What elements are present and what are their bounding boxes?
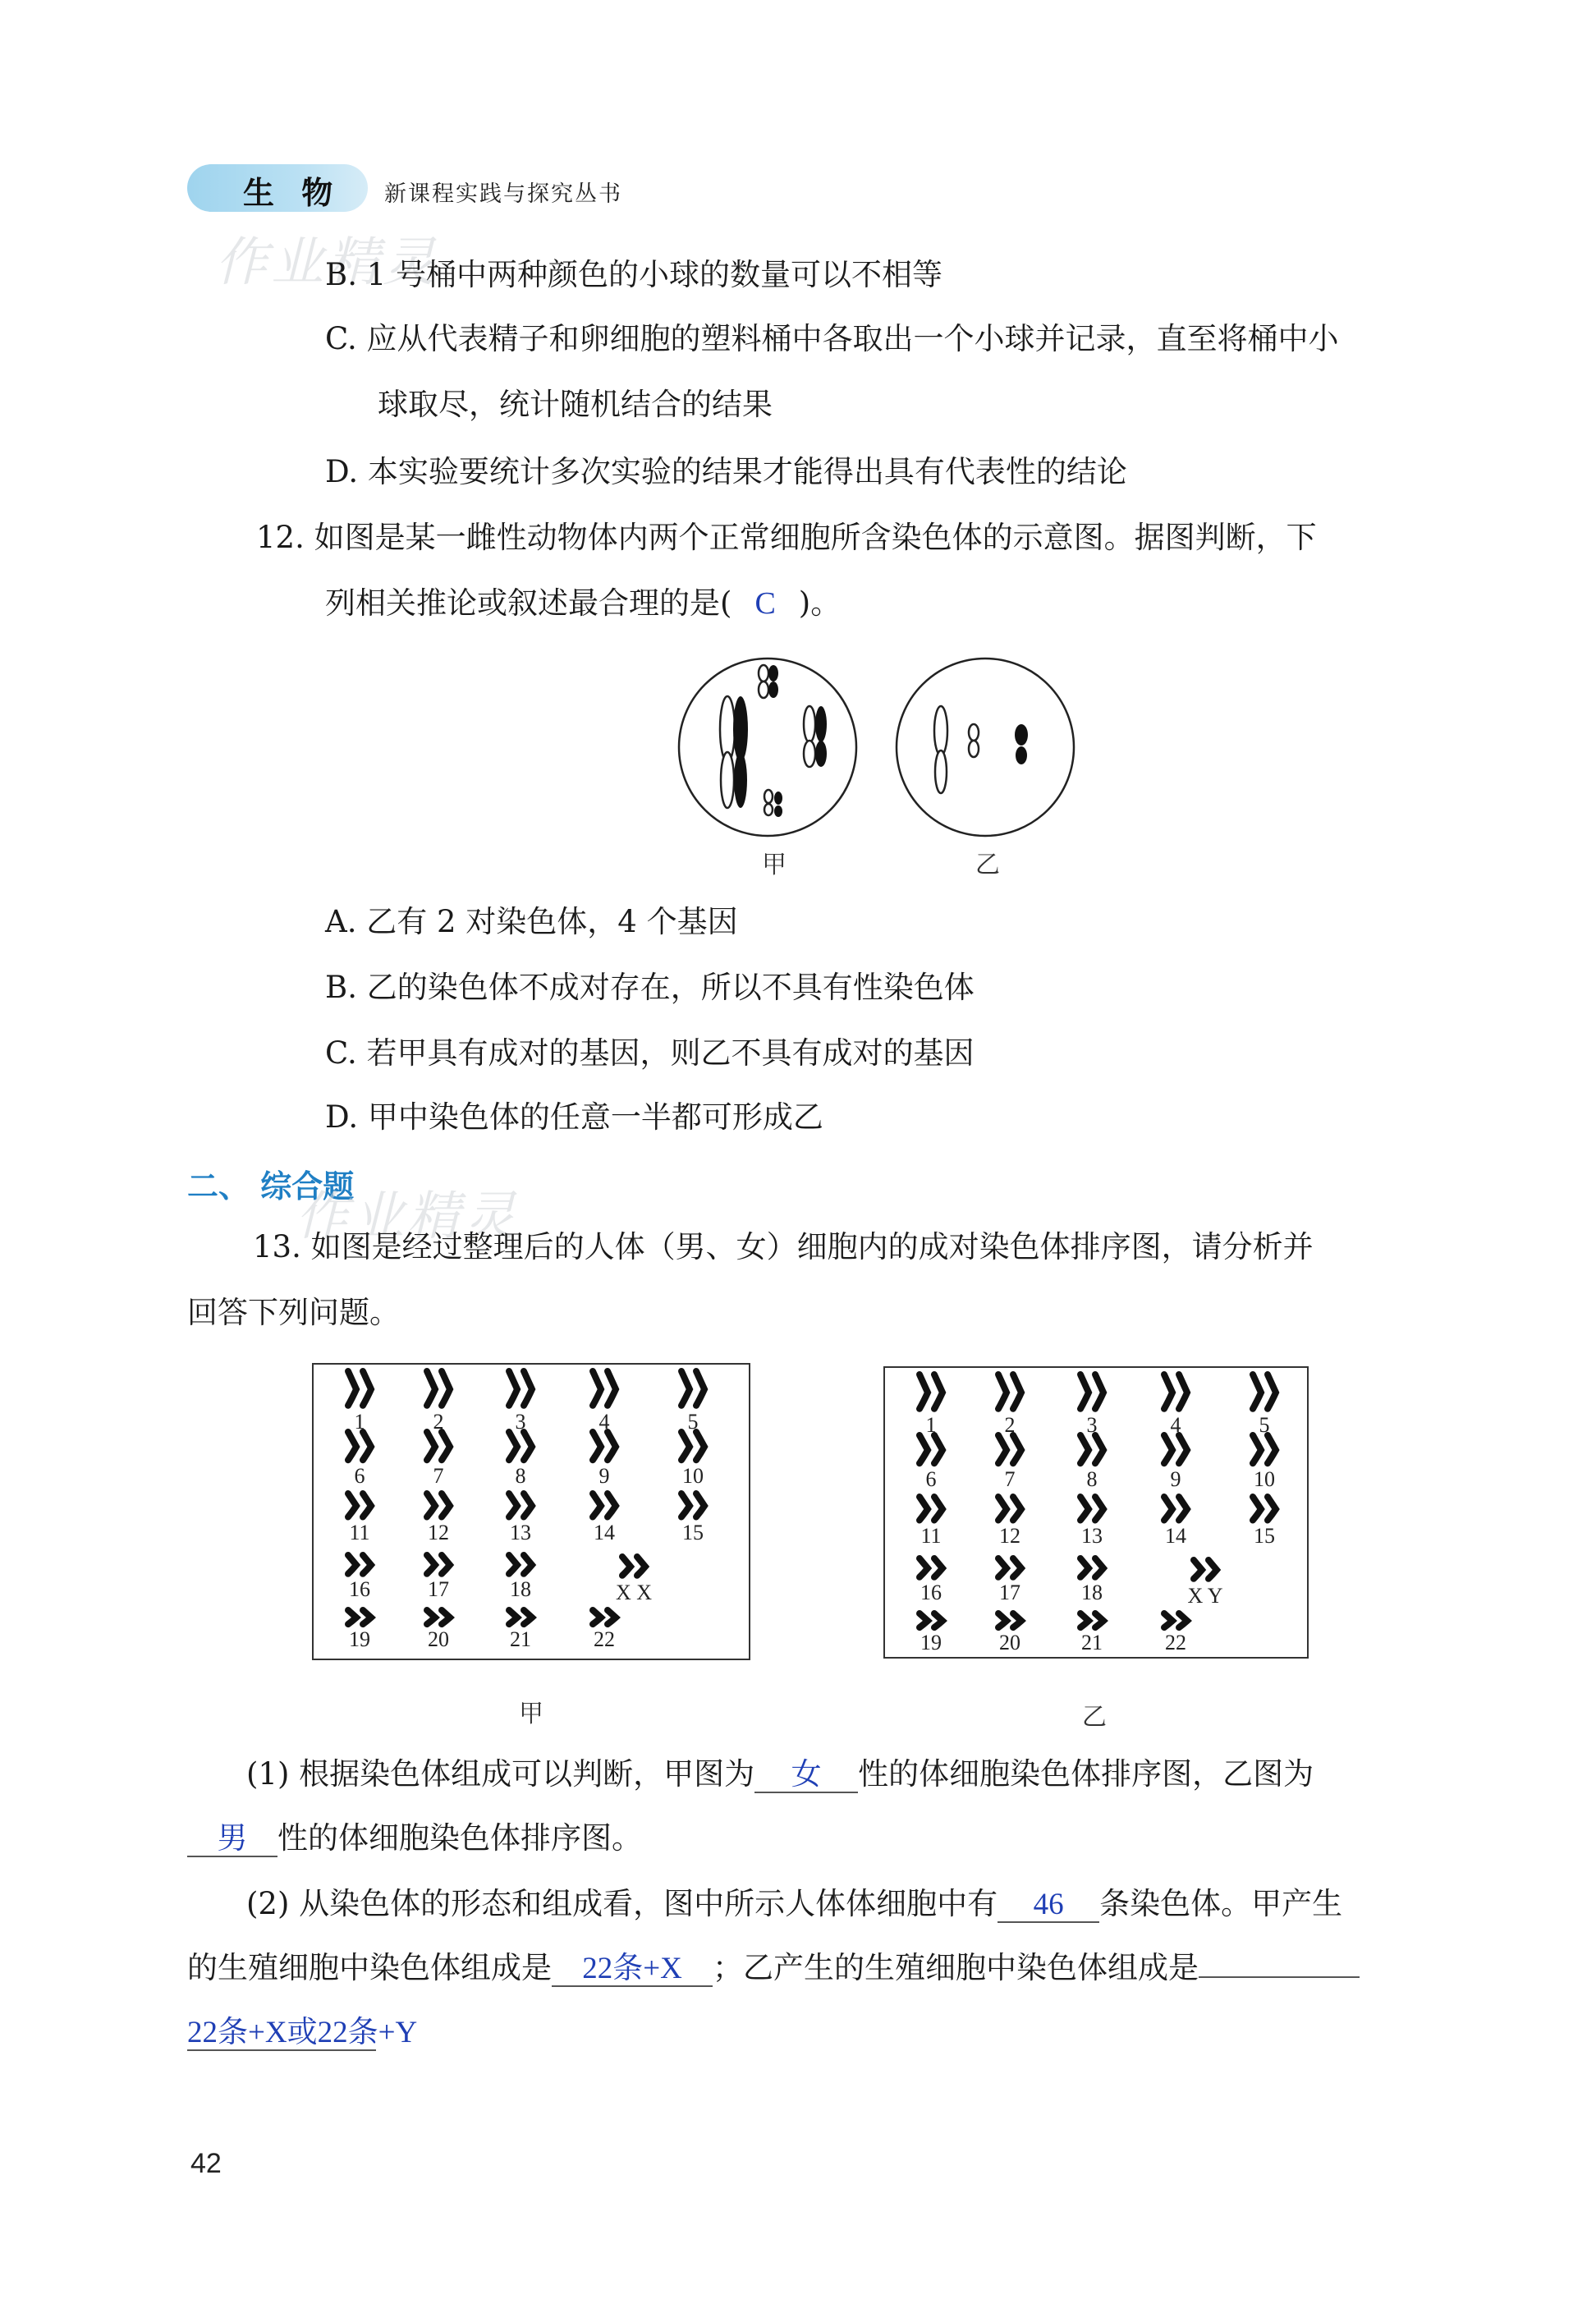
karyo-jia-chromosome-6 (348, 1432, 371, 1460)
karyo-jia-chromosome-number-1: 1 (354, 1410, 365, 1434)
karyo-yi-chromosome-20 (998, 1613, 1021, 1627)
karyo-yi-chromosome-21 (1080, 1613, 1103, 1627)
karyo-yi-chromosome-17 (998, 1558, 1021, 1577)
karyo-jia-chromosome-12 (427, 1494, 450, 1517)
q12-stem-text: 列相关推论或叙述最合理的是( (325, 585, 732, 621)
karyo-jia-chromosome-number-10: 10 (682, 1464, 704, 1488)
q13-part1-line2 (187, 1819, 642, 1857)
karyo-jia-chromosome-number-19: 19 (349, 1627, 370, 1651)
karyo-jia-chromosome-number-17: 17 (428, 1577, 449, 1601)
karyo-jia-chromosome-number-20: 20 (428, 1627, 449, 1651)
cell-yi (897, 658, 1074, 836)
q12-label-jia: 甲 (762, 851, 787, 879)
q13-part1-line1 (246, 1755, 1314, 1793)
karyo-yi-chromosome-number-4: 4 (1170, 1413, 1181, 1437)
karyo-yi-chromosome-number-8: 8 (1086, 1467, 1098, 1491)
karyo-jia-chromosome-number-4: 4 (598, 1410, 610, 1434)
karyo-yi-chromosome-5 (1253, 1374, 1276, 1409)
section-title: 二、 综合题 (187, 1168, 355, 1205)
karyo-yi-chromosome-number-21: 21 (1081, 1631, 1103, 1654)
karyo-jia-chromosome-15 (681, 1494, 704, 1517)
karyo-jia-chromosome-13 (509, 1494, 532, 1517)
watermark: 作业精灵 (215, 232, 438, 293)
karyotype-jia-label: 甲 (519, 1700, 543, 1728)
karyo-yi-chromosome-number-7: 7 (1004, 1467, 1016, 1491)
karyo-yi-chromosome-number-1: 1 (925, 1413, 937, 1437)
q12-answer: C (754, 586, 776, 621)
q11-option-d: D. 本实验要统计多次实验的结果才能得出具有代表性的结论 (325, 454, 1127, 489)
q13-p2-blank-3 (1199, 1976, 1360, 1978)
karyo-yi-chromosome-number-11: 11 (920, 1524, 942, 1548)
karyo-jia-chromosome-number-8: 8 (515, 1464, 526, 1488)
karyo-jia-chromosome-number-18: 18 (510, 1577, 531, 1601)
karyo-yi-chromosome-14 (1164, 1497, 1187, 1521)
karyo-yi-chromosome-number-3: 3 (1086, 1413, 1098, 1437)
karyo-yi-chromosome-3 (1080, 1374, 1103, 1409)
karyo-yi-chromosome-6 (920, 1435, 942, 1463)
q13-part2-line1 (246, 1885, 1342, 1923)
q13-part2-line2 (187, 1949, 1360, 1987)
karyo-jia-chromosome-number-12: 12 (428, 1521, 449, 1544)
karyo-yi-chromosome-number-5: 5 (1259, 1413, 1270, 1437)
karyo-jia-chromosome-number-15: 15 (682, 1521, 704, 1544)
karyo-jia-chromosome-3 (509, 1371, 532, 1406)
karyo-yi-chromosome-number-6: 6 (925, 1467, 937, 1491)
karyo-jia-chromosome-number-3: 3 (515, 1410, 526, 1434)
q13-p1-blank-1 (754, 1758, 858, 1793)
karyo-yi-chromosome-10 (1253, 1435, 1276, 1463)
q13-p2-blank-2 (552, 1952, 713, 1987)
q13-p2-text-a: (2) 从染色体的形态和组成看，图中所示人体体细胞中有 (246, 1886, 998, 1921)
karyo-yi-chromosome-1 (920, 1374, 942, 1409)
karyo-yi-chromosome-number-14: 14 (1165, 1524, 1186, 1548)
karyo-jia-chromosome-number-11: 11 (349, 1521, 370, 1544)
karyo-yi-chromosome-13 (1080, 1497, 1103, 1521)
karyo-yi-chromosome-9 (1164, 1435, 1187, 1463)
q13-p1-answer-1: 女 (791, 1758, 822, 1792)
q11-option-b: B. 1 号桶中两种颜色的小球的数量可以不相等 (325, 257, 943, 292)
karyo-yi-chromosome-12 (998, 1497, 1021, 1521)
karyo-jia-chromosome-number-6: 6 (354, 1464, 365, 1488)
karyo-yi-chromosome-19 (920, 1613, 942, 1627)
karyo-jia-sex-chromosome-label: X X (615, 1581, 653, 1604)
karyo-jia-chromosome-7 (427, 1432, 450, 1460)
q11-option-c-line1: C. 应从代表精子和卵细胞的塑料桶中各取出一个小球并记录，直至将桶中小 (325, 321, 1339, 356)
karyo-jia-chromosome-20 (427, 1610, 450, 1624)
q12-stem-line2 (325, 585, 841, 622)
karyo-jia-chromosome-18 (509, 1555, 532, 1574)
q12-option-d: D. 甲中染色体的任意一半都可形成乙 (325, 1099, 823, 1135)
karyo-yi-chromosome-number-10: 10 (1254, 1467, 1275, 1491)
karyo-yi-chromosome-number-12: 12 (999, 1524, 1020, 1548)
karyo-jia-sex-chromosomes (622, 1557, 645, 1576)
q13-p2-blank-3-cont (187, 2016, 418, 2051)
karyo-yi-chromosome-15 (1253, 1497, 1276, 1521)
karyo-yi-chromosome-number-16: 16 (920, 1581, 942, 1604)
karyo-jia-chromosome-number-22: 22 (594, 1627, 615, 1651)
q13-stem-line1: 13. 如图是经过整理后的人体（男、女）细胞内的成对染色体排序图，请分析并 (253, 1229, 1314, 1264)
karyo-jia-chromosome-1 (348, 1371, 371, 1406)
karyo-yi-chromosome-number-18: 18 (1081, 1581, 1103, 1604)
q13-p2-answer-2: 22条+X (582, 1952, 682, 1985)
q13-p1-text-b: 性的体细胞染色体排序图，乙图为 (858, 1756, 1314, 1792)
karyo-jia-chromosome-number-21: 21 (510, 1627, 531, 1651)
karyo-jia-chromosome-number-2: 2 (433, 1410, 444, 1434)
q12-option-b: B. 乙的染色体不成对存在，所以不具有性染色体 (325, 970, 975, 1005)
q11-option-c-line2: 球取尽，统计随机结合的结果 (378, 387, 773, 422)
karyo-yi-chromosome-22 (1164, 1613, 1187, 1627)
karyo-yi-chromosome-number-9: 9 (1170, 1467, 1181, 1491)
q12-option-a: A. 乙有 2 对染色体，4 个基因 (325, 904, 738, 939)
karyo-jia-chromosome-number-14: 14 (594, 1521, 615, 1544)
karyo-yi-sex-chromosomes (1194, 1560, 1217, 1579)
karyo-yi-chromosome-2 (998, 1374, 1021, 1409)
karyo-jia-chromosome-10 (681, 1432, 704, 1460)
q12-stem-close: )。 (798, 585, 842, 621)
q13-part2-line3 (187, 2013, 418, 2051)
q12-option-c: C. 若甲具有成对的基因，则乙不具有成对的基因 (325, 1035, 975, 1071)
karyo-yi-chromosome-7 (998, 1435, 1021, 1463)
karyo-jia-chromosome-number-13: 13 (510, 1521, 531, 1544)
karyotype-yi-drawing (885, 1368, 1307, 1657)
q12-label-yi: 乙 (975, 851, 1000, 879)
karyo-yi-chromosome-number-13: 13 (1081, 1524, 1103, 1548)
karyo-jia-chromosome-2 (427, 1371, 450, 1406)
karyo-yi-chromosome-number-17: 17 (999, 1581, 1020, 1604)
karyo-jia-chromosome-5 (681, 1371, 704, 1406)
karyo-yi-chromosome-number-20: 20 (999, 1631, 1020, 1654)
karyo-jia-chromosome-22 (593, 1610, 616, 1624)
q12-stem-line1: 12. 如图是某一雌性动物体内两个正常细胞所含染色体的示意图。据图判断，下 (256, 520, 1317, 555)
karyotype-jia (312, 1363, 750, 1660)
karyo-jia-chromosome-19 (348, 1610, 371, 1624)
karyo-yi-chromosome-number-19: 19 (920, 1631, 942, 1654)
q13-stem-line2: 回答下列问题。 (187, 1295, 400, 1330)
q13-p1-answer-2: 男 (217, 1822, 248, 1856)
karyo-jia-chromosome-4 (593, 1371, 616, 1406)
header-series-title: 新课程实践与探究丛书 (384, 181, 622, 207)
karyo-jia-chromosome-9 (593, 1432, 616, 1460)
karyotype-yi (883, 1366, 1309, 1659)
karyo-jia-chromosome-number-9: 9 (598, 1464, 610, 1488)
karyo-jia-chromosome-number-5: 5 (687, 1410, 699, 1434)
q13-p2-answer-1: 46 (1033, 1888, 1064, 1921)
q13-p2-text-d: ；乙产生的生殖细胞中染色体组成是 (713, 1950, 1199, 1985)
karyo-yi-chromosome-8 (1080, 1435, 1103, 1463)
karyo-jia-chromosome-17 (427, 1555, 450, 1574)
page-number: 42 (190, 2148, 222, 2179)
karyo-jia-chromosome-number-7: 7 (433, 1464, 444, 1488)
karyo-yi-sex-chromosome-label: X Y (1187, 1584, 1223, 1608)
q13-p1-text-c: 性的体细胞染色体排序图。 (277, 1820, 642, 1856)
karyo-jia-chromosome-21 (509, 1610, 532, 1624)
cell-jia (679, 658, 856, 836)
q13-p1-blank-2 (187, 1822, 277, 1857)
q13-p2-text-c: 的生殖细胞中染色体组成是 (187, 1950, 552, 1985)
q13-p2-text-b: 条染色体。甲产生 (1099, 1886, 1343, 1921)
karyo-jia-chromosome-number-16: 16 (349, 1577, 370, 1601)
karyo-yi-chromosome-11 (920, 1497, 942, 1521)
q12-cell-figure (673, 649, 1100, 862)
karyo-yi-chromosome-4 (1164, 1374, 1187, 1409)
q13-p2-answer-3: 22条+X或22条+Y (187, 2016, 418, 2049)
karyo-jia-chromosome-14 (593, 1494, 616, 1517)
karyo-jia-chromosome-16 (348, 1555, 371, 1574)
karyo-yi-chromosome-number-15: 15 (1254, 1524, 1275, 1548)
q13-p2-blank-1 (998, 1888, 1099, 1923)
watermark-2: 作业精灵 (296, 1186, 519, 1247)
karyo-yi-chromosome-number-22: 22 (1165, 1631, 1186, 1654)
header-subject: 生 物 (243, 175, 342, 211)
karyo-yi-chromosome-number-2: 2 (1004, 1413, 1016, 1437)
karyo-jia-chromosome-8 (509, 1432, 532, 1460)
karyotype-jia-drawing (314, 1365, 749, 1659)
karyo-yi-chromosome-18 (1080, 1558, 1103, 1577)
karyo-jia-chromosome-11 (348, 1494, 371, 1517)
karyotype-yi-label: 乙 (1082, 1703, 1107, 1732)
karyo-yi-chromosome-16 (920, 1558, 942, 1577)
q13-p1-text-a: (1) 根据染色体组成可以判断，甲图为 (246, 1756, 755, 1792)
